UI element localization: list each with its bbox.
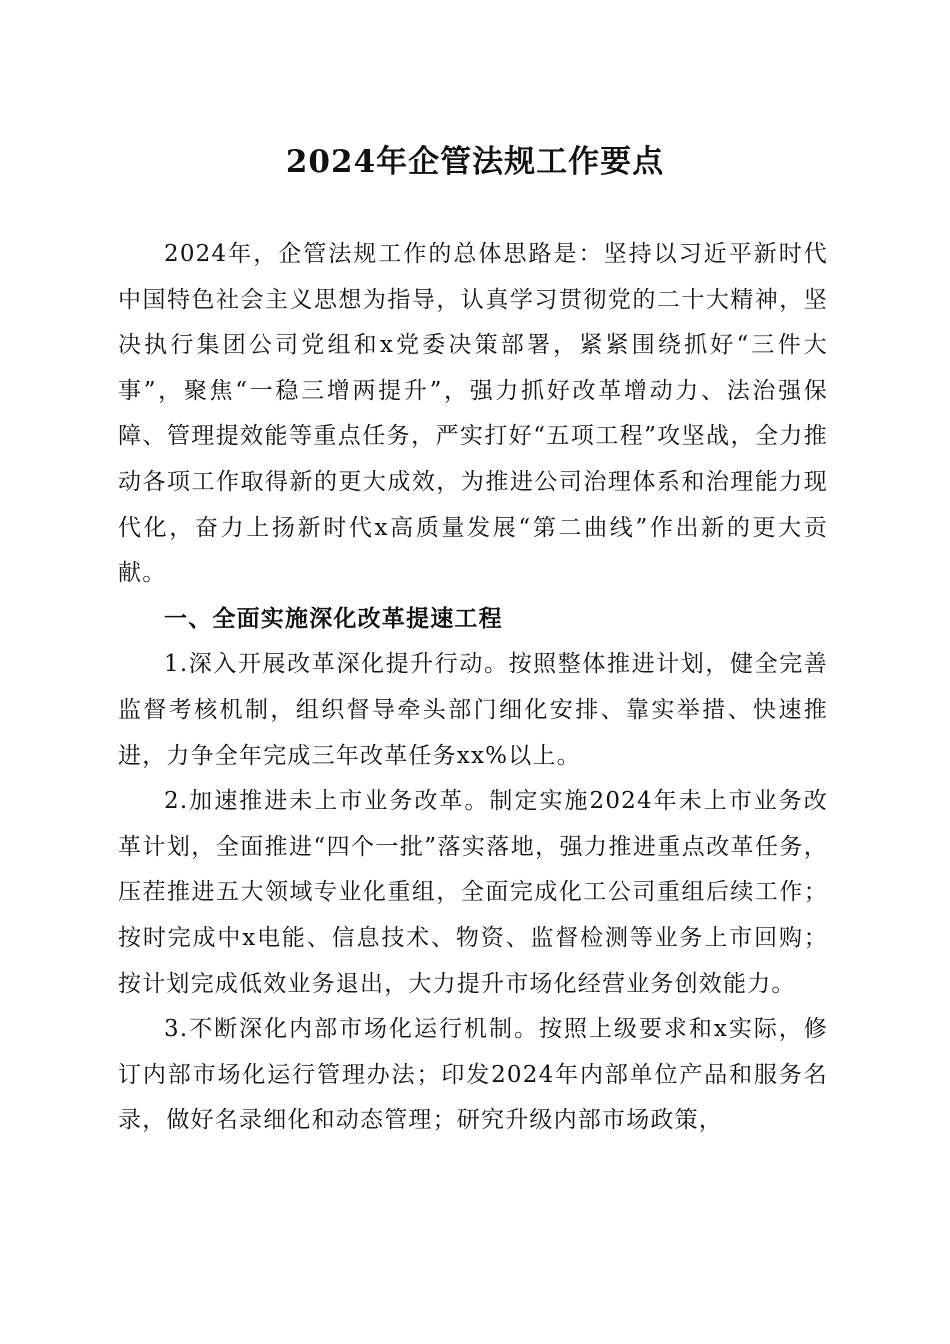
document-title: 2024年企管法规工作要点 xyxy=(285,144,665,180)
list-item-2: 2.加速推进未上市业务改革。制定实施2024年未上市业务改革计划，全面推进“四个一批”落实落地，强力推进重点改革任务，压茬推进五大领域专业化重组，全面完成化工公司重组后续工作；按时完成中x电能、信息技术、物资、监督检测等业务上市回购；按计划完成低效业务退出，大力提升市场化经营业务创效能力。 xyxy=(118,788,828,997)
intro-paragraph: 2024年，企管法规工作的总体思路是：坚持以习近平新时代中国特色社会主义思想为指导，认真学习贯彻党的二十大精神，坚决执行集团公司党组和x党委决策部署，紧紧围绕抓好“三件大事”，聚焦“一稳三增两提升”，强力抓好改革增动力、法治强保障、管理提效能等重点任务，严实打好“五项工程”攻坚战，全力推动各项工作取得新的更大成效，为推进公司治理体系和治理能力现代化，奋力上扬新时代x高质量发展“第二曲线”作出新的更大贡献。 xyxy=(118,241,828,587)
list-item-3: 3.不断深化内部市场化运行机制。按照上级要求和x实际，修订内部市场化运行管理办法；印发2024年内部单位产品和服务名录，做好名录细化和动态管理；研究升级内部市场政策， xyxy=(118,1016,828,1134)
document-body xyxy=(118,232,828,1144)
section-heading-1: 一、全面实施深化改革提速工程 xyxy=(164,605,503,632)
list-item-1: 1.深入开展改革深化提升行动。按照整体推进计划，健全完善监督考核机制，组织督导牵头部门细化安排、靠实举措、快速推进，力争全年完成三年改革任务xx%以上。 xyxy=(118,651,828,769)
